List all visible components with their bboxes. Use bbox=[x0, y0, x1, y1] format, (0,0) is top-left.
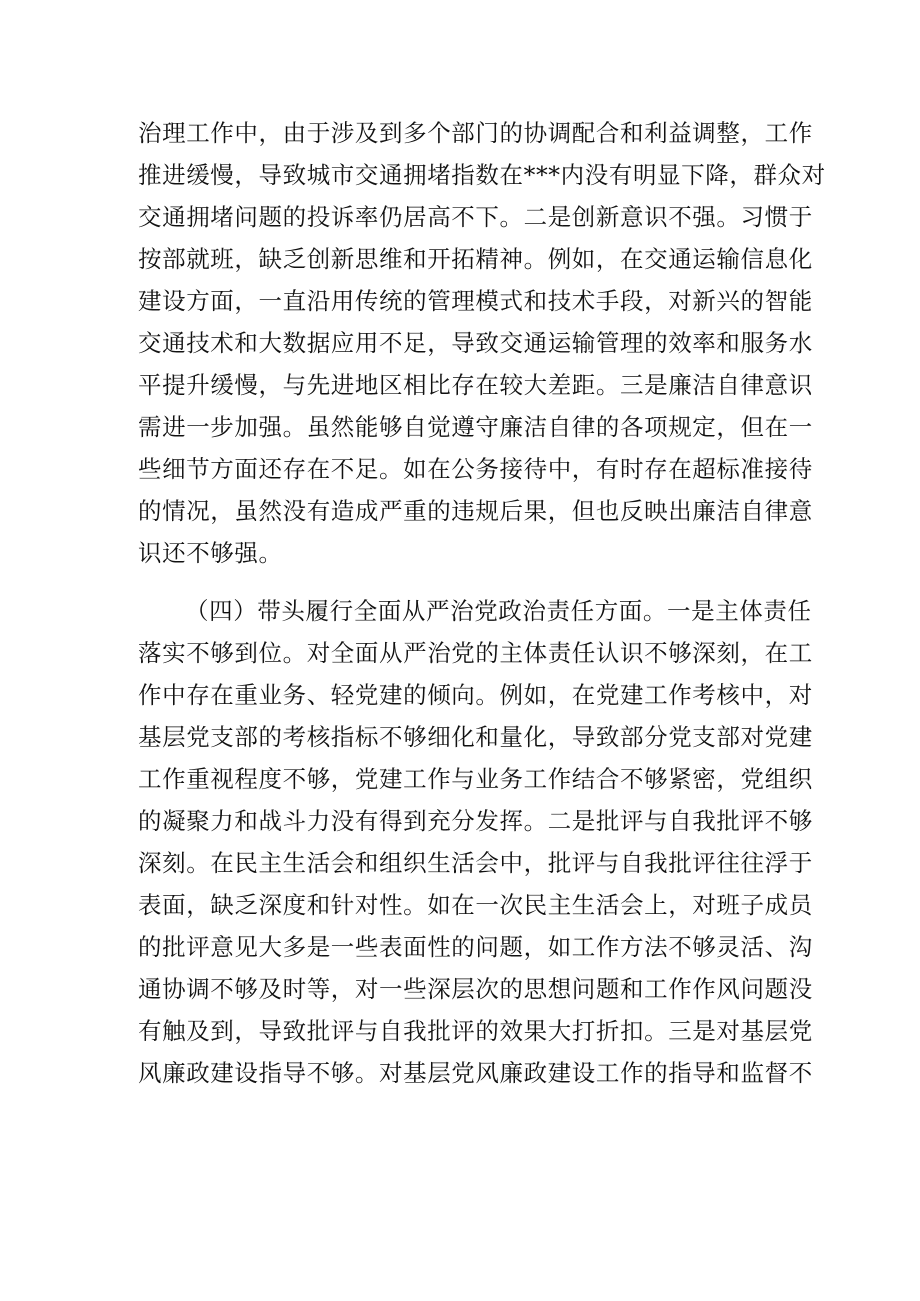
paragraph-2 bbox=[138, 590, 813, 1094]
paragraph-heading-line: （四）带头履行全面从严治党政治责任方面。一是主体责任 bbox=[185, 597, 812, 625]
paragraph-line: 的批评意见大多是一些表面性的问题，如工作方法不够灵活、沟 bbox=[138, 933, 813, 961]
paragraph-line: 些细节方面还存在不足。如在公务接待中，有时存在超标准接待 bbox=[138, 455, 813, 483]
paragraph-line: 基层党支部的考核指标不够细化和量化，导致部分党支部对党建 bbox=[138, 723, 813, 751]
paragraph-line: 识还不够强。 bbox=[138, 539, 283, 567]
paragraph-line: 需进一步加强。虽然能够自觉遵守廉洁自律的各项规定，但在一 bbox=[138, 413, 813, 441]
paragraph-line: 工作重视程度不够，党建工作与业务工作结合不够紧密，党组织 bbox=[138, 765, 813, 793]
paragraph-line: 深刻。在民主生活会和组织生活会中，批评与自我批评往往浮于 bbox=[138, 849, 813, 877]
paragraph-line: 有触及到，导致批评与自我批评的效果大打折扣。三是对基层党 bbox=[138, 1017, 813, 1045]
paragraph-line: 落实不够到位。对全面从严治党的主体责任认识不够深刻，在工 bbox=[138, 639, 813, 667]
paragraph-line: 的情况，虽然没有造成严重的违规后果，但也反映出廉洁自律意 bbox=[138, 497, 813, 525]
paragraph-line: 建设方面，一直沿用传统的管理模式和技术手段，对新兴的智能 bbox=[138, 287, 813, 315]
paragraph-line: 按部就班，缺乏创新思维和开拓精神。例如，在交通运输信息化 bbox=[138, 245, 813, 273]
paragraph-line: 表面，缺乏深度和针对性。如在一次民主生活会上，对班子成员 bbox=[138, 891, 813, 919]
paragraph-line: 交通拥堵问题的投诉率仍居高不下。二是创新意识不强。习惯于 bbox=[138, 203, 813, 231]
paragraph-line: 通协调不够及时等，对一些深层次的思想问题和工作作风问题没 bbox=[138, 975, 813, 1003]
paragraph-line: 推进缓慢，导致城市交通拥堵指数在***内没有明显下降，群众对 bbox=[138, 161, 826, 189]
paragraph-line: 作中存在重业务、轻党建的倾向。例如，在党建工作考核中，对 bbox=[138, 681, 813, 709]
paragraph-line: 治理工作中，由于涉及到多个部门的协调配合和利益调整，工作 bbox=[138, 119, 813, 147]
paragraph-line: 的凝聚力和战斗力没有得到充分发挥。二是批评与自我批评不够 bbox=[138, 807, 813, 835]
paragraph-line: 风廉政建设指导不够。对基层党风廉政建设工作的指导和监督不 bbox=[138, 1059, 813, 1087]
paragraph-line: 交通技术和大数据应用不足，导致交通运输管理的效率和服务水 bbox=[138, 329, 813, 357]
paragraph-line: 平提升缓慢，与先进地区相比存在较大差距。三是廉洁自律意识 bbox=[138, 371, 813, 399]
paragraph-1 bbox=[138, 112, 826, 574]
